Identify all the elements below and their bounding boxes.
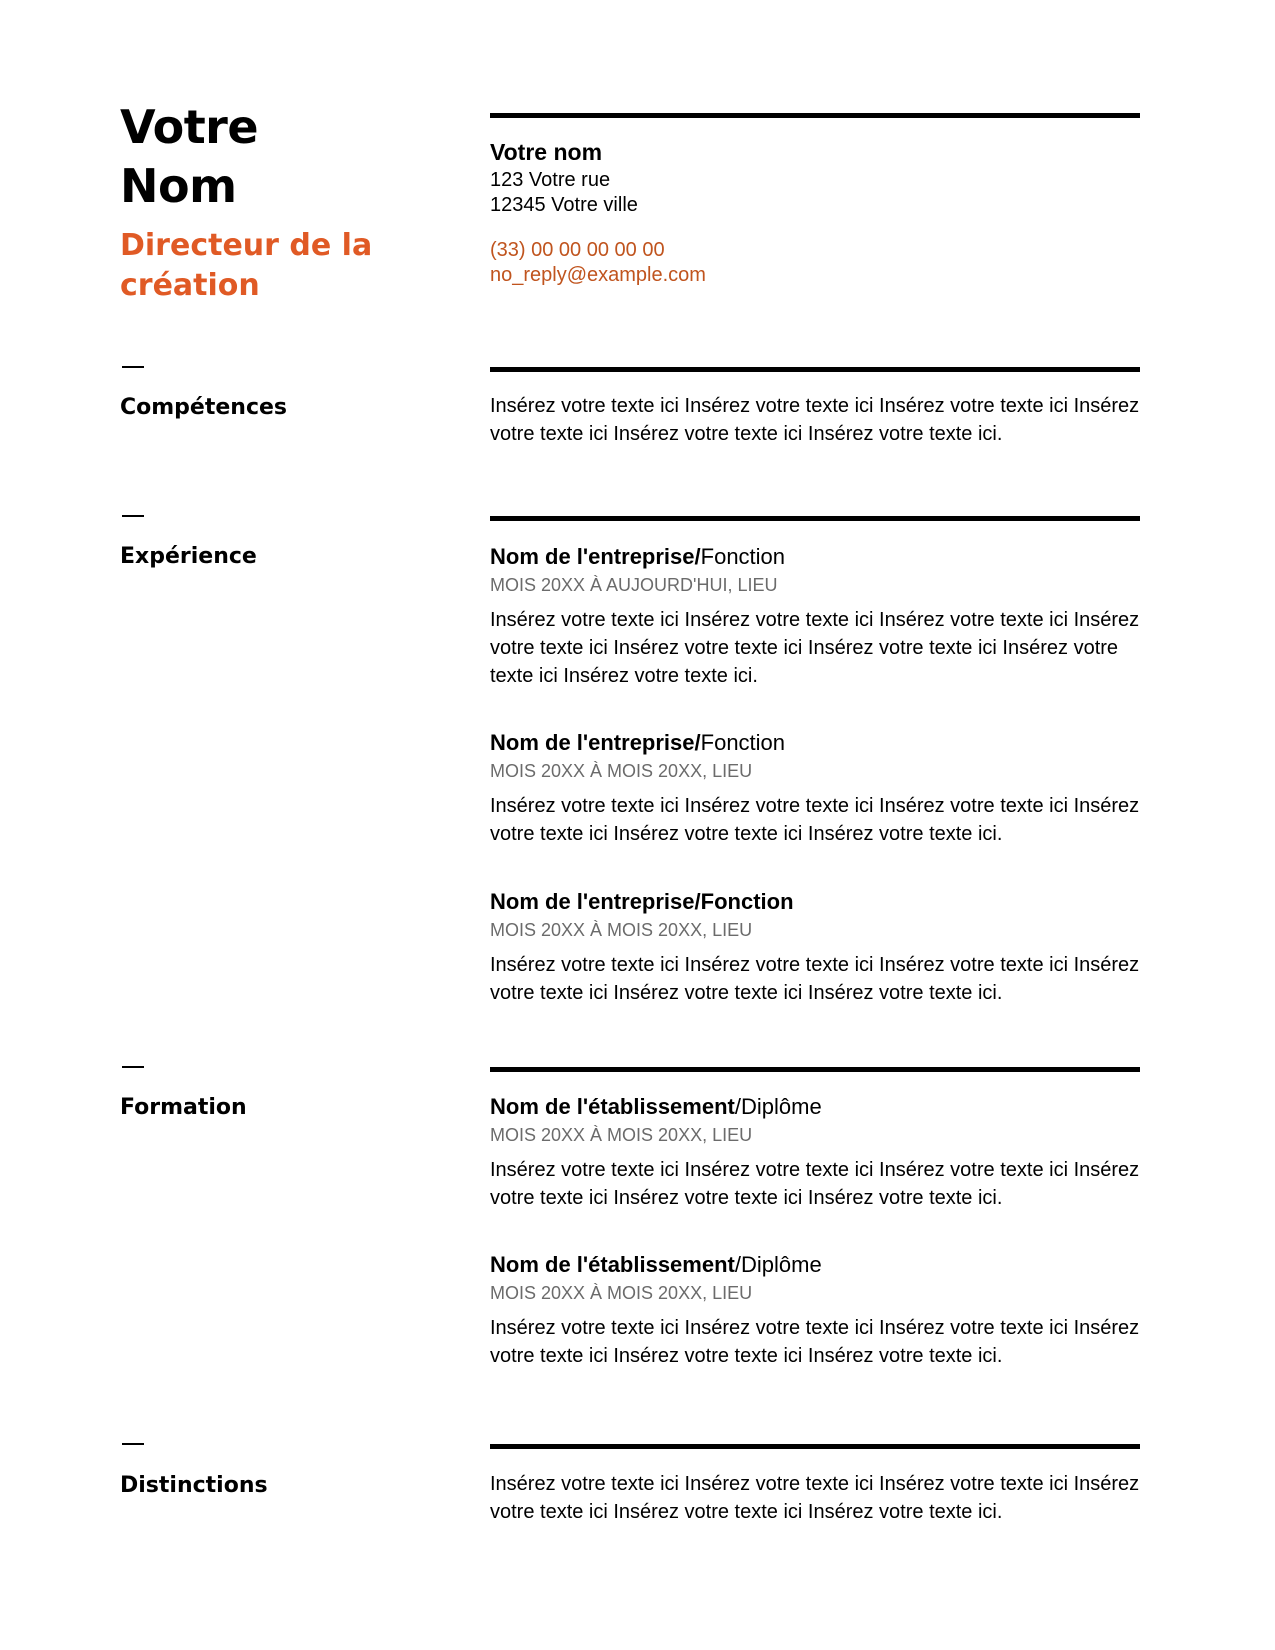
entry-heading xyxy=(490,1250,1140,1280)
contact-city: 12345 Votre ville xyxy=(490,194,638,216)
contact-phone: (33) 00 00 00 00 00 xyxy=(490,239,665,261)
entry-role: Fonction xyxy=(700,544,786,569)
entry-heading xyxy=(490,542,1140,572)
experience-rule xyxy=(490,516,1140,521)
skills-heading: Compétences xyxy=(120,395,288,420)
entry-description: Insérez votre texte ici Insérez votre texte ici Insérez votre texte ici Insérez votre texte ici Insérez votre texte ici Insérez votre texte ici. xyxy=(490,1159,1140,1209)
entry-description: Insérez votre texte ici Insérez votre texte ici Insérez votre texte ici Insérez votre texte ici Insérez votre texte ici Insérez votre texte ici Insérez votre texte ici Insérez votre texte ici. xyxy=(490,609,1140,687)
first-name: Votre xyxy=(120,100,259,154)
education-entry xyxy=(490,1250,1140,1370)
skills-text: Insérez votre texte ici Insérez votre texte ici Insérez votre texte ici Insérez votre texte ici Insérez votre texte ici Insérez votre texte ici. xyxy=(490,395,1140,445)
job-title: Directeur de la création xyxy=(120,228,373,303)
entry-date: MOIS 20XX À AUJOURD'HUI, LIEU xyxy=(490,575,778,595)
entry-organization: Nom de l'entreprise xyxy=(490,544,695,569)
entry-description: Insérez votre texte ici Insérez votre texte ici Insérez votre texte ici Insérez votre texte ici Insérez votre texte ici Insérez votre texte ici. xyxy=(490,795,1140,845)
entry-separator: / xyxy=(734,1094,741,1119)
entry-separator: / xyxy=(694,889,701,914)
education-heading: Formation xyxy=(120,1095,247,1120)
awards-rule xyxy=(490,1444,1140,1449)
awards-heading: Distinctions xyxy=(120,1473,268,1498)
awards-text: Insérez votre texte ici Insérez votre texte ici Insérez votre texte ici Insérez votre texte ici Insérez votre texte ici Insérez votre texte ici. xyxy=(490,1473,1140,1523)
experience-dash xyxy=(122,515,144,517)
awards-dash xyxy=(122,1443,144,1445)
skills-rule xyxy=(490,367,1140,372)
entry-separator: / xyxy=(734,1252,741,1277)
contact-name: Votre nom xyxy=(490,139,603,165)
entry-heading xyxy=(490,728,1140,758)
experience-entry xyxy=(490,542,1140,690)
entry-heading xyxy=(490,887,1140,917)
entry-description: Insérez votre texte ici Insérez votre texte ici Insérez votre texte ici Insérez votre texte ici Insérez votre texte ici Insérez votre texte ici. xyxy=(490,1317,1140,1367)
contact-rule xyxy=(490,113,1140,118)
contact-email[interactable]: no_reply@example.com xyxy=(490,264,706,286)
entry-organization: Nom de l'entreprise xyxy=(490,730,695,755)
entry-role: Diplôme xyxy=(740,1094,822,1119)
last-name: Nom xyxy=(120,159,237,213)
entry-date: MOIS 20XX À MOIS 20XX, LIEU xyxy=(490,1283,753,1303)
entry-organization: Nom de l'entreprise xyxy=(490,889,695,914)
education-rule xyxy=(490,1067,1140,1072)
entry-organization: Nom de l'établissement xyxy=(490,1094,735,1119)
entry-date: MOIS 20XX À MOIS 20XX, LIEU xyxy=(490,1125,753,1145)
entry-heading xyxy=(490,1092,1140,1122)
entry-separator: / xyxy=(694,730,701,755)
contact-street: 123 Votre rue xyxy=(490,169,611,191)
education-dash xyxy=(122,1066,144,1068)
entry-description: Insérez votre texte ici Insérez votre texte ici Insérez votre texte ici Insérez votre texte ici Insérez votre texte ici Insérez votre texte ici. xyxy=(490,954,1140,1004)
entry-role: Diplôme xyxy=(740,1252,822,1277)
entry-separator: / xyxy=(694,544,701,569)
entry-date: MOIS 20XX À MOIS 20XX, LIEU xyxy=(490,761,753,781)
entry-date: MOIS 20XX À MOIS 20XX, LIEU xyxy=(490,920,753,940)
entry-role: Fonction xyxy=(700,889,794,914)
experience-entry xyxy=(490,887,1140,1007)
entry-organization: Nom de l'établissement xyxy=(490,1252,735,1277)
education-entry xyxy=(490,1092,1140,1212)
entry-role: Fonction xyxy=(700,730,786,755)
experience-heading: Expérience xyxy=(120,544,257,569)
contact-block xyxy=(490,136,1140,288)
skills-dash xyxy=(122,366,144,368)
experience-entry xyxy=(490,728,1140,848)
name-block xyxy=(120,98,420,306)
